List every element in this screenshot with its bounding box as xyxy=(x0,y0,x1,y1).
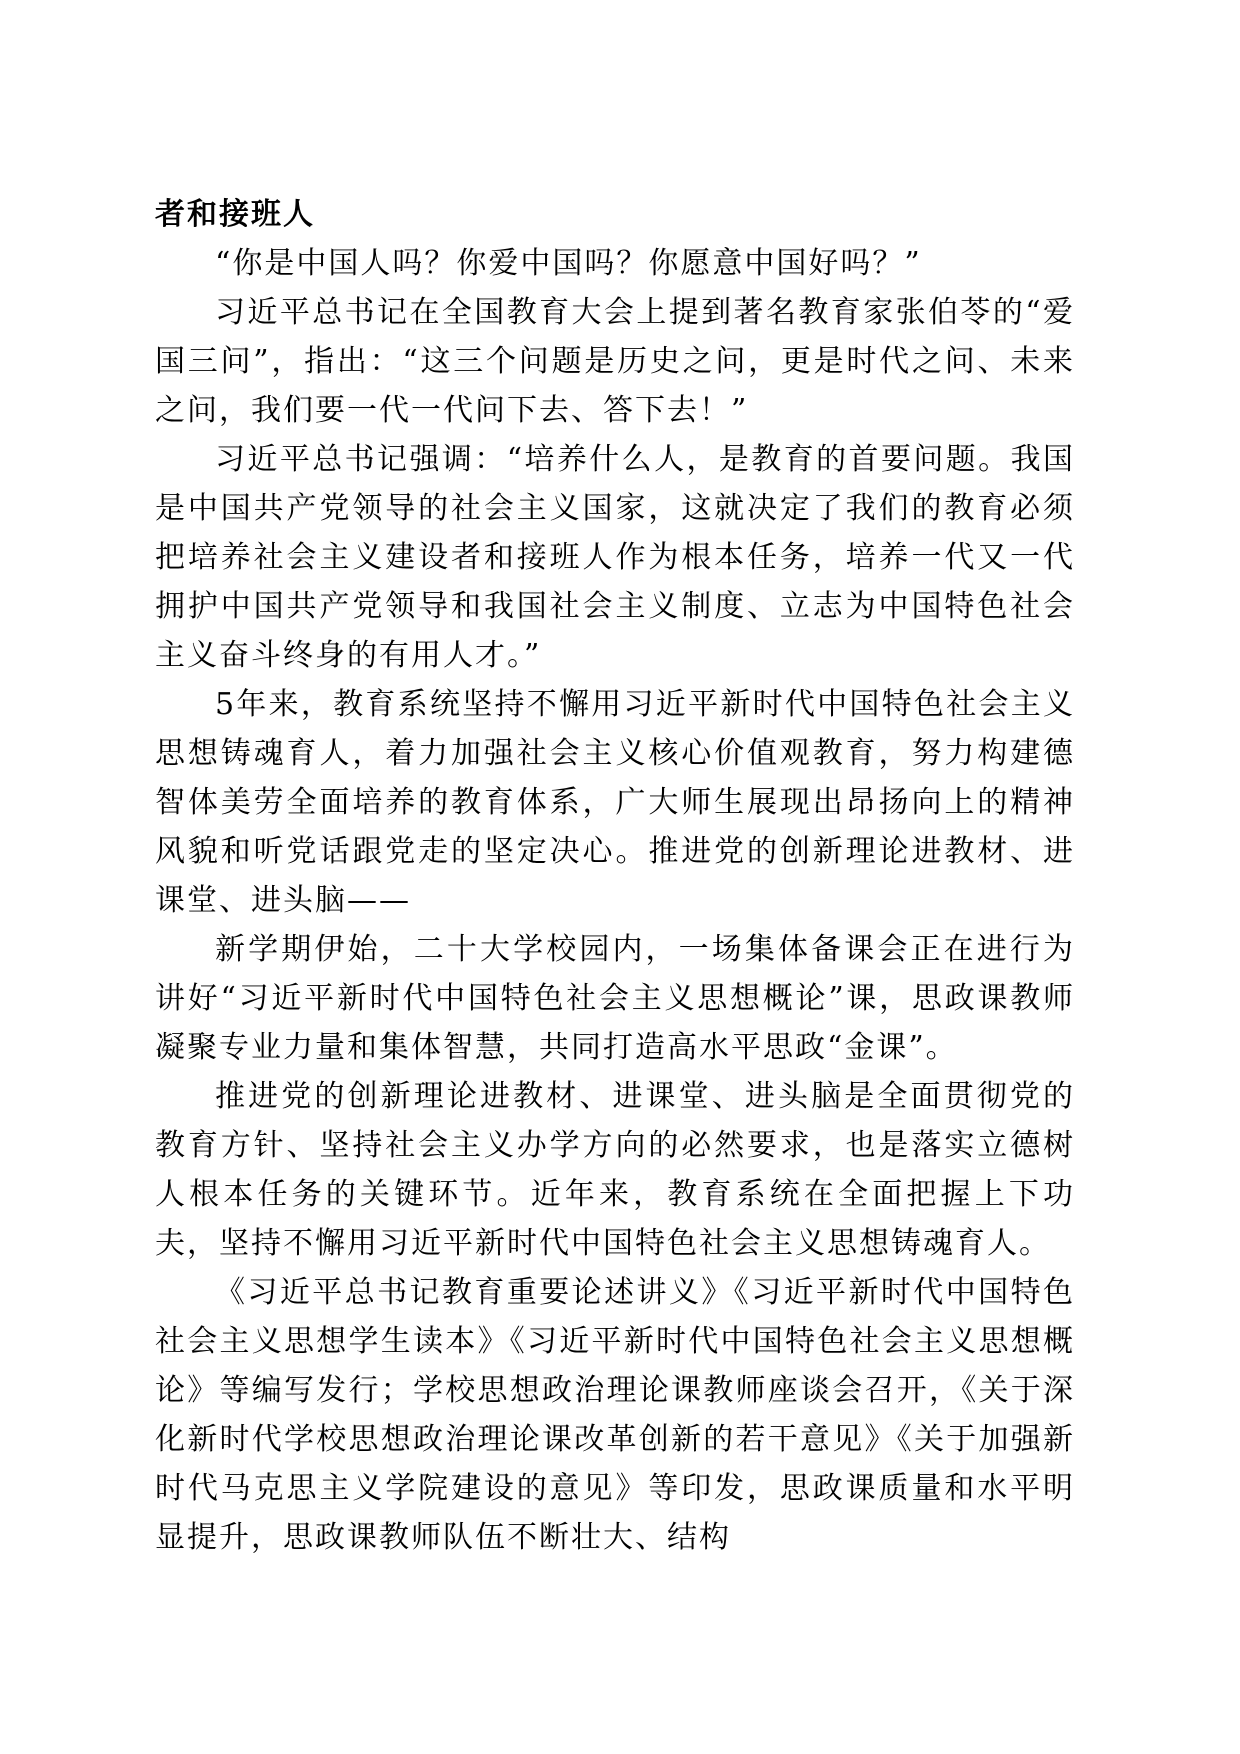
paragraph-five-years: 5年来，教育系统坚持不懈用习近平新时代中国特色社会主义思想铸魂育人，着力加强社会主义核心价值观教育，努力构建德智体美劳全面培养的教育体系，广大师生展现出昂扬向上的精神风貌和听党话跟党走的坚定决心。推进党的创新理论进教材、进课堂、进头脑—— xyxy=(155,687,1075,918)
section-heading: 者和接班人 xyxy=(155,197,315,232)
paragraph-innovation-theory: 推进党的创新理论进教材、进课堂、进头脑是全面贯彻党的教育方针、坚持社会主义办学方向的必然要求，也是落实立德树人根本任务的关键环节。近年来，教育系统在全面把握上下功夫，坚持不懈用习近平新时代中国特色社会主义思想铸魂育人。 xyxy=(155,1079,1075,1261)
paragraph-education-conference: 习近平总书记在全国教育大会上提到著名教育家张伯苓的“爱国三问”，指出：“这三个问题是历史之问，更是时代之问、未来之问，我们要一代一代问下去、答下去！” xyxy=(155,295,1075,428)
paragraph-cultivating-people: 习近平总书记强调：“培养什么人，是教育的首要问题。我国是中国共产党领导的社会主义国家，这就决定了我们的教育必须把培养社会主义建设者和接班人作为根本任务，培养一代又一代拥护中国共产党领导和我国社会主义制度、立志为中国特色社会主义奋斗终身的有用人才。” xyxy=(155,442,1075,673)
paragraph-patriotic-questions: “你是中国人吗？你爱中国吗？你愿意中国好吗？” xyxy=(215,246,922,281)
paragraph-new-semester: 新学期伊始，二十大学校园内，一场集体备课会正在进行为讲好“习近平新时代中国特色社会主义思想概论”课，思政课教师凝聚专业力量和集体智慧，共同打造高水平思政“金课”。 xyxy=(155,932,1075,1065)
paragraph-publications: 《习近平总书记教育重要论述讲义》《习近平新时代中国特色社会主义思想学生读本》《习近平新时代中国特色社会主义思想概论》等编写发行；学校思想政治理论课教师座谈会召开，《关于深化新时代学校思想政治理论课改革创新的若干意见》《关于加强新时代马克思主义学院建设的意见》等印发，思政课质量和水平明显提升，思政课教师队伍不断壮大、结构 xyxy=(155,1275,1075,1555)
document-body xyxy=(155,190,1075,1562)
